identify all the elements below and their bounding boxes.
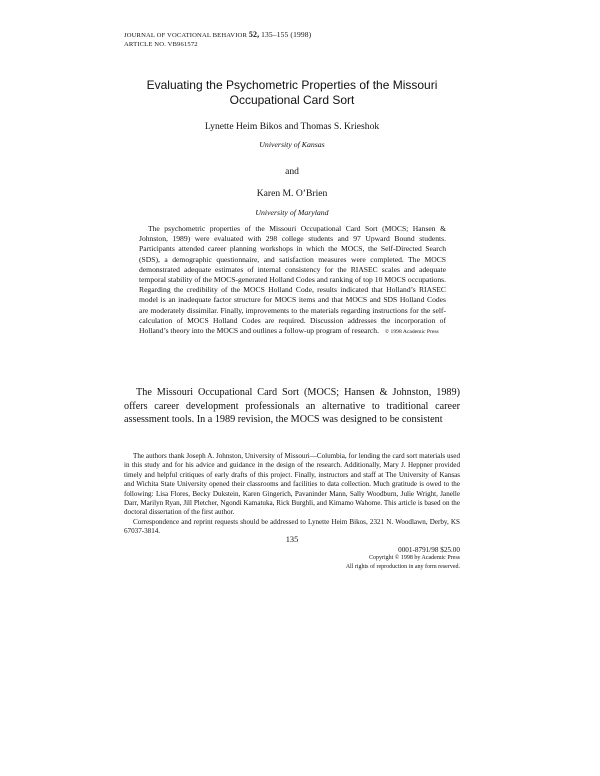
journal-volume: 52,: [248, 30, 260, 39]
acknowledgments-footnote: The authors thank Joseph A. Johnston, University of Missouri—Columbia, for lending the card sort materials used in this study and for his advice and guidance in the design of the research. Additionally, Mary J. Heppner provided timely and helpful critiques of early drafts of this project. Finally, instructors and staff at The University of Kansas and Wichita State University opened their classrooms and facilities to data collection. Much gratitude is owed to the following: Lisa Flores, Becky Dukstein, Karen Gingerich, Pavaninder Mann, Sally Woodburn, Julie Wright, Janelle Darr, Marilyn Ryan, Jill Pletcher, Ngondi Kamatuka, Rick Burghli, and Kimamo Wahome. This article is based on the doctoral dissertation of the first author.: [124, 452, 460, 517]
body-paragraph: The Missouri Occupational Card Sort (MOCS; Hansen & Johnston, 1989) offers career development professionals an alternative to traditional career assessment tools. In a 1989 revision, the MOCS was designed to be consistent: [124, 387, 460, 426]
secondary-author: Karen M. O’Brien: [256, 188, 328, 199]
issn-price: 0001-8791/98 $25.00: [398, 546, 460, 554]
article-title: [124, 78, 460, 108]
title-line: Occupational Card Sort: [229, 93, 355, 107]
journal-pages: 135–155 (1998): [261, 30, 312, 39]
page-number: 135: [285, 535, 299, 544]
journal-name: JOURNAL OF VOCATIONAL BEHAVIOR: [124, 32, 248, 39]
correspondence-footnote: Correspondence and reprint requests should be addressed to Lynette Heim Bikos, 2321 N. Woodlawn, Derby, KS 67037-3814.: [124, 518, 460, 536]
copyright-block: [300, 546, 460, 571]
rights-line: All rights of reproduction in any form reserved.: [345, 563, 460, 570]
abstract: [139, 224, 446, 337]
copyright-line: Copyright © 1998 by Academic Press: [368, 555, 460, 562]
abstract-text: The psychometric properties of the Missouri Occupational Card Sort (MOCS; Hansen & Johnston, 1989) were evaluated with 298 college students and 97 Upward Bound students. Participants attended career planning workshops in which the MOCS, the Self-Directed Search (SDS), a demographic questionnaire, and satisfaction measures were completed. The MOCS demonstrated adequate estimates of internal consistency for the RIASEC scales and adequate temporal stability of the MOCS-generated Holland Codes and ranking of top 10 MOCS occupations. Regarding the credibility of the MOCS Holland Code, results indicated that Holland’s RIASEC model is an inadequate factor structure for MOCS items and that MOCS and SDS Holland Codes are moderately dissimilar. Finally, improvements to the materials regarding instructions for the self-calculation of MOCS Holland Codes are required. Discussion addresses the incorporation of Holland’s theory into the MOCS and outlines a follow-up program of research.: [139, 224, 446, 336]
primary-affiliation: University of Kansas: [259, 140, 325, 149]
article-number: ARTICLE NO. VB961572: [124, 41, 198, 48]
title-line: Evaluating the Psychometric Properties of the Missouri: [146, 78, 438, 92]
journal-header: [124, 30, 311, 39]
secondary-affiliation: University of Maryland: [255, 208, 329, 217]
author-conjunction: and: [285, 166, 299, 177]
abstract-copyright: © 1998 Academic Press: [384, 329, 439, 336]
primary-authors: Lynette Heim Bikos and Thomas S. Krieshok: [204, 121, 380, 132]
